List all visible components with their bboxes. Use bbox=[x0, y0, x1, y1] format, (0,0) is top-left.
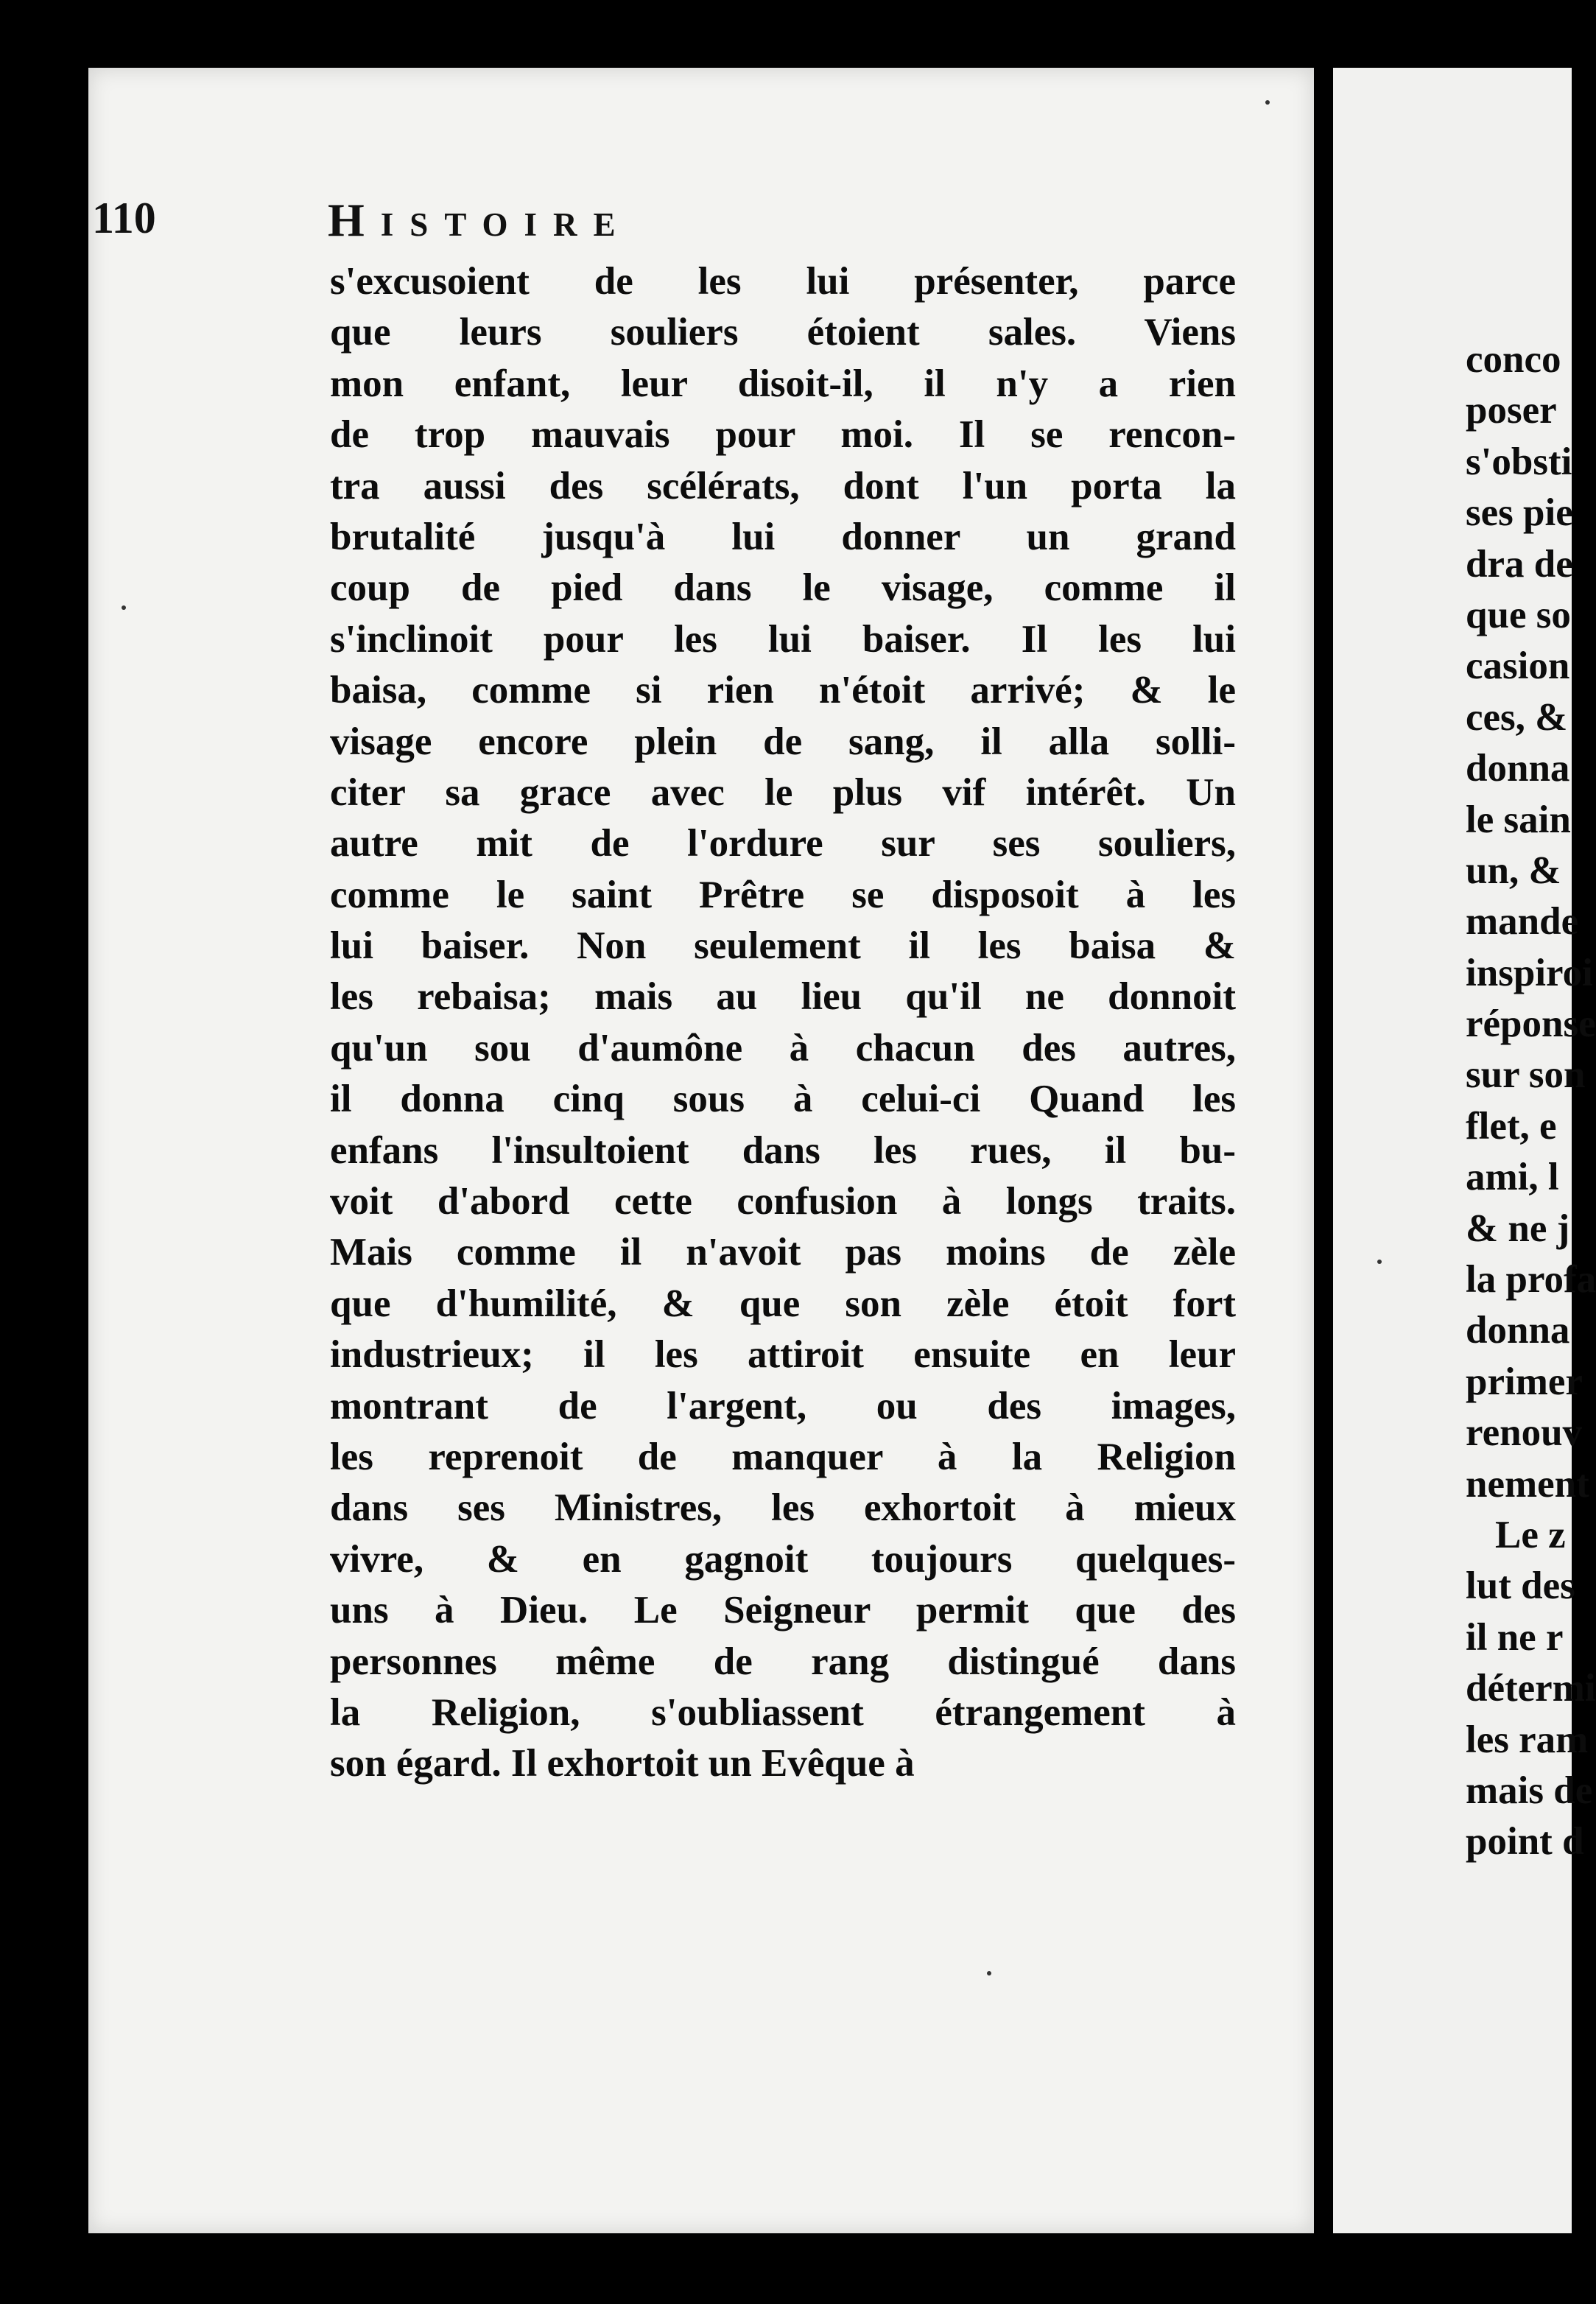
text-line: autre mit de l'ordure sur ses souliers, bbox=[330, 822, 1236, 865]
text-line: vivre, & en gagnoit toujours quelques- bbox=[330, 1537, 1236, 1581]
right-line: poser bbox=[1466, 389, 1557, 432]
text-line: s'excusoient de les lui présenter, parce bbox=[330, 260, 1236, 303]
right-page-text bbox=[1466, 334, 1596, 1868]
right-line: donna bbox=[1466, 1309, 1570, 1352]
right-line: inspiroi bbox=[1466, 951, 1593, 994]
paper-speck bbox=[122, 605, 126, 610]
right-line: Le z bbox=[1495, 1513, 1566, 1556]
right-line: casion bbox=[1466, 645, 1570, 688]
text-line: que leurs souliers étoient sales. Viens bbox=[330, 311, 1236, 354]
left-page-text bbox=[330, 256, 1236, 1790]
text-line: Mais comme il n'avoit pas moins de zèle bbox=[330, 1231, 1236, 1274]
text-line: lui baiser. Non seulement il les baisa & bbox=[330, 924, 1236, 968]
book-gutter bbox=[1314, 68, 1333, 2233]
text-line: il donna cinq sous à celui-ci Quand les bbox=[330, 1078, 1236, 1121]
text-line: voit d'abord cette confusion à longs traits. bbox=[330, 1180, 1236, 1223]
right-line: & ne j bbox=[1466, 1207, 1570, 1250]
paper-speck bbox=[987, 1971, 991, 1975]
text-line: la Religion, s'oubliassent étrangement à bbox=[330, 1690, 1236, 1734]
right-line: un, & bbox=[1466, 849, 1561, 892]
right-line: détermi bbox=[1466, 1667, 1596, 1710]
right-line: nement bbox=[1466, 1462, 1589, 1506]
text-line: de trop mauvais pour moi. Il se rencon- bbox=[330, 413, 1236, 457]
text-line: coup de pied dans le visage, comme il bbox=[330, 566, 1236, 610]
text-line: industrieux; il les attiroit ensuite en leur bbox=[330, 1333, 1236, 1377]
right-line: ami, l bbox=[1466, 1156, 1559, 1199]
right-line: ses pie bbox=[1466, 491, 1573, 535]
right-line: les ram bbox=[1466, 1718, 1589, 1761]
right-line: il ne r bbox=[1466, 1615, 1564, 1659]
right-line: flet, e bbox=[1466, 1104, 1557, 1148]
text-line: uns à Dieu. Le Seigneur permit que des bbox=[330, 1589, 1236, 1632]
right-line: primer bbox=[1466, 1360, 1583, 1403]
text-line: qu'un sou d'aumône à chacun des autres, bbox=[330, 1026, 1236, 1070]
right-line: lut des bbox=[1466, 1564, 1575, 1608]
text-line: que d'humilité, & que son zèle étoit fort bbox=[330, 1282, 1236, 1325]
right-page bbox=[1333, 68, 1596, 2233]
text-line: citer sa grace avec le plus vif intérêt. Un bbox=[330, 770, 1236, 814]
right-line: donna bbox=[1466, 747, 1570, 790]
right-line: la profa bbox=[1466, 1258, 1596, 1302]
text-line: enfans l'insultoient dans les rues, il bu- bbox=[330, 1128, 1236, 1172]
text-line: les reprenoit de manquer à la Religion bbox=[330, 1435, 1236, 1478]
text-line: les rebaisa; mais au lieu qu'il ne donnoit bbox=[330, 975, 1236, 1019]
right-line: dra de bbox=[1466, 542, 1573, 586]
right-line: le sain bbox=[1466, 798, 1571, 841]
right-line: sur son bbox=[1466, 1053, 1586, 1097]
text-line: mon enfant, leur disoit-il, il n'y a rien bbox=[330, 362, 1236, 405]
right-line: réponse bbox=[1466, 1002, 1596, 1046]
page-number: 110 bbox=[92, 194, 156, 242]
page-header bbox=[328, 193, 1248, 252]
text-line: brutalité jusqu'à lui donner un grand bbox=[330, 515, 1236, 558]
right-line: conco bbox=[1466, 338, 1561, 381]
text-line: dans ses Ministres, les exhortoit à mieux bbox=[330, 1486, 1236, 1530]
right-line: mais de bbox=[1466, 1769, 1593, 1812]
right-line: que so bbox=[1466, 593, 1571, 636]
text-line: s'inclinoit pour les lui baiser. Il les lui bbox=[330, 617, 1236, 661]
text-line: visage encore plein de sang, il alla solli- bbox=[330, 720, 1236, 763]
text-line: montrant de l'argent, ou des images, bbox=[330, 1384, 1236, 1427]
running-head: Histoire bbox=[328, 194, 632, 246]
paper-speck bbox=[1377, 1260, 1382, 1264]
right-line: s'obsti bbox=[1466, 440, 1572, 483]
text-line: baisa, comme si rien n'étoit arrivé; & le bbox=[330, 669, 1236, 712]
text-line: tra aussi des scélérats, dont l'un porta la bbox=[330, 464, 1236, 507]
right-line: point d bbox=[1466, 1820, 1584, 1864]
right-line: mande bbox=[1466, 900, 1579, 944]
right-line: renouv bbox=[1466, 1411, 1583, 1455]
text-line: personnes même de rang distingué dans bbox=[330, 1640, 1236, 1683]
text-line: comme le saint Prêtre se disposoit à les bbox=[330, 873, 1236, 916]
right-line: ces, & bbox=[1466, 695, 1568, 739]
text-line: son égard. Il exhortoit un Evêque à bbox=[330, 1742, 915, 1785]
paper-speck bbox=[1265, 100, 1270, 105]
